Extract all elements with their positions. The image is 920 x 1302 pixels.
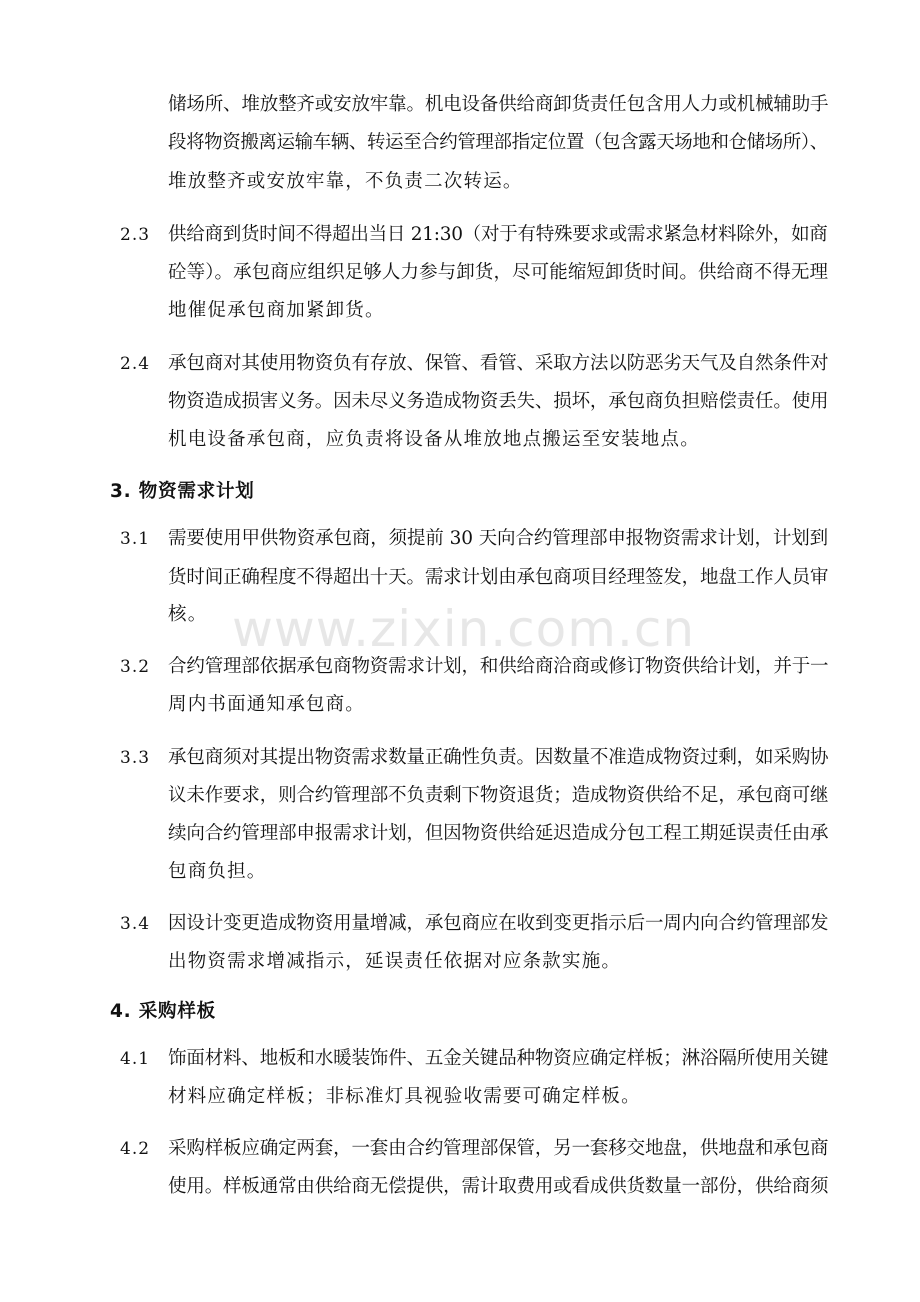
section-3-heading: 3. 物资需求计划 [110, 481, 255, 502]
clause-number: 3.4 [120, 914, 151, 934]
clause-line: 核。 [168, 604, 208, 625]
clause-line: 采购样板应确定两套，一套由合约管理部保管，另一套移交地盘，供地盘和承包商 [168, 1138, 829, 1159]
clause-number: 2.3 [120, 225, 151, 245]
clause-line: 因设计变更造成物资用量增减，承包商应在收到变更指示后一周内向合约管理部发 [168, 913, 829, 934]
clause-line: 周内书面通知承包商。 [168, 694, 366, 715]
clause-line: 饰面材料、地板和水暖装饰件、五金关键品种物资应确定样板；淋浴隔所使用关键 [168, 1048, 829, 1069]
clause-line: 使用。样板通常由供给商无偿提供，需计取费用或看成供货数量一部份，供给商须 [168, 1176, 829, 1197]
clause-line: 承包商须对其提出物资需求数量正确性负责。因数量不准造成物资过剩，如采购协 [168, 747, 829, 768]
clause-line: 出物资需求增减指示，延误责任依据对应条款实施。 [168, 951, 622, 972]
section-4-heading: 4. 采购样板 [110, 1001, 216, 1022]
intro-line-2: 段将物资搬离运输车辆、转运至合约管理部指定位置（包含露天场地和仓储场所）、 [168, 132, 828, 153]
clause-line: 货时间正确程度不得超出十天。需求计划由承包商项目经理签发，地盘工作人员审 [168, 567, 829, 588]
clause-line: 砼等）。承包商应组织足够人力参与卸货，尽可能缩短卸货时间。供给商不得无理 [168, 262, 829, 283]
clause-number: 3.2 [120, 657, 151, 677]
clause-line: 物资造成损害义务。因未尽义务造成物资丢失、损坏，承包商负担赔偿责任。使用 [168, 391, 829, 412]
intro-line-1: 储场所、堆放整齐或安放牢靠。机电设备供给商卸货责任包含用人力或机械辅助手 [168, 94, 829, 115]
clause-line: 机电设备承包商，应负责将设备从堆放地点搬运至安装地点。 [168, 429, 700, 450]
clause-number: 3.1 [120, 529, 151, 549]
clause-line: 合约管理部依据承包商物资需求计划，和供给商洽商或修订物资供给计划，并于一 [168, 656, 829, 677]
clause-number: 2.4 [120, 354, 151, 374]
clause-line: 续向合约管理部申报需求计划，但因物资供给延迟造成分包工程工期延误责任由承 [168, 823, 829, 844]
watermark: www.zixin.com.cn [232, 600, 696, 658]
clause-line: 地催促承包商加紧卸货。 [168, 300, 385, 321]
clause-number: 3.3 [120, 748, 151, 768]
clause-line: 需要使用甲供物资承包商，须提前 30 天向合约管理部申报物资需求计划，计划到 [168, 528, 829, 549]
clause-line: 议未作要求，则合约管理部不负责剩下物资退货；造成物资供给不足，承包商可继 [168, 785, 829, 806]
clause-line: 材料应确定样板；非标准灯具视验收需要可确定样板。 [168, 1086, 641, 1107]
clause-line: 承包商对其使用物资负有存放、保管、看管、采取方法以防恶劣天气及自然条件对 [168, 353, 829, 374]
clause-line: 包商负担。 [168, 861, 267, 882]
clause-number: 4.2 [120, 1139, 151, 1159]
intro-line-3: 堆放整齐或安放牢靠，不负责二次转运。 [168, 171, 523, 192]
clause-number: 4.1 [120, 1049, 151, 1069]
clause-line: 供给商到货时间不得超出当日 21:30（对于有特殊要求或需求紧急材料除外，如商 [168, 224, 828, 245]
